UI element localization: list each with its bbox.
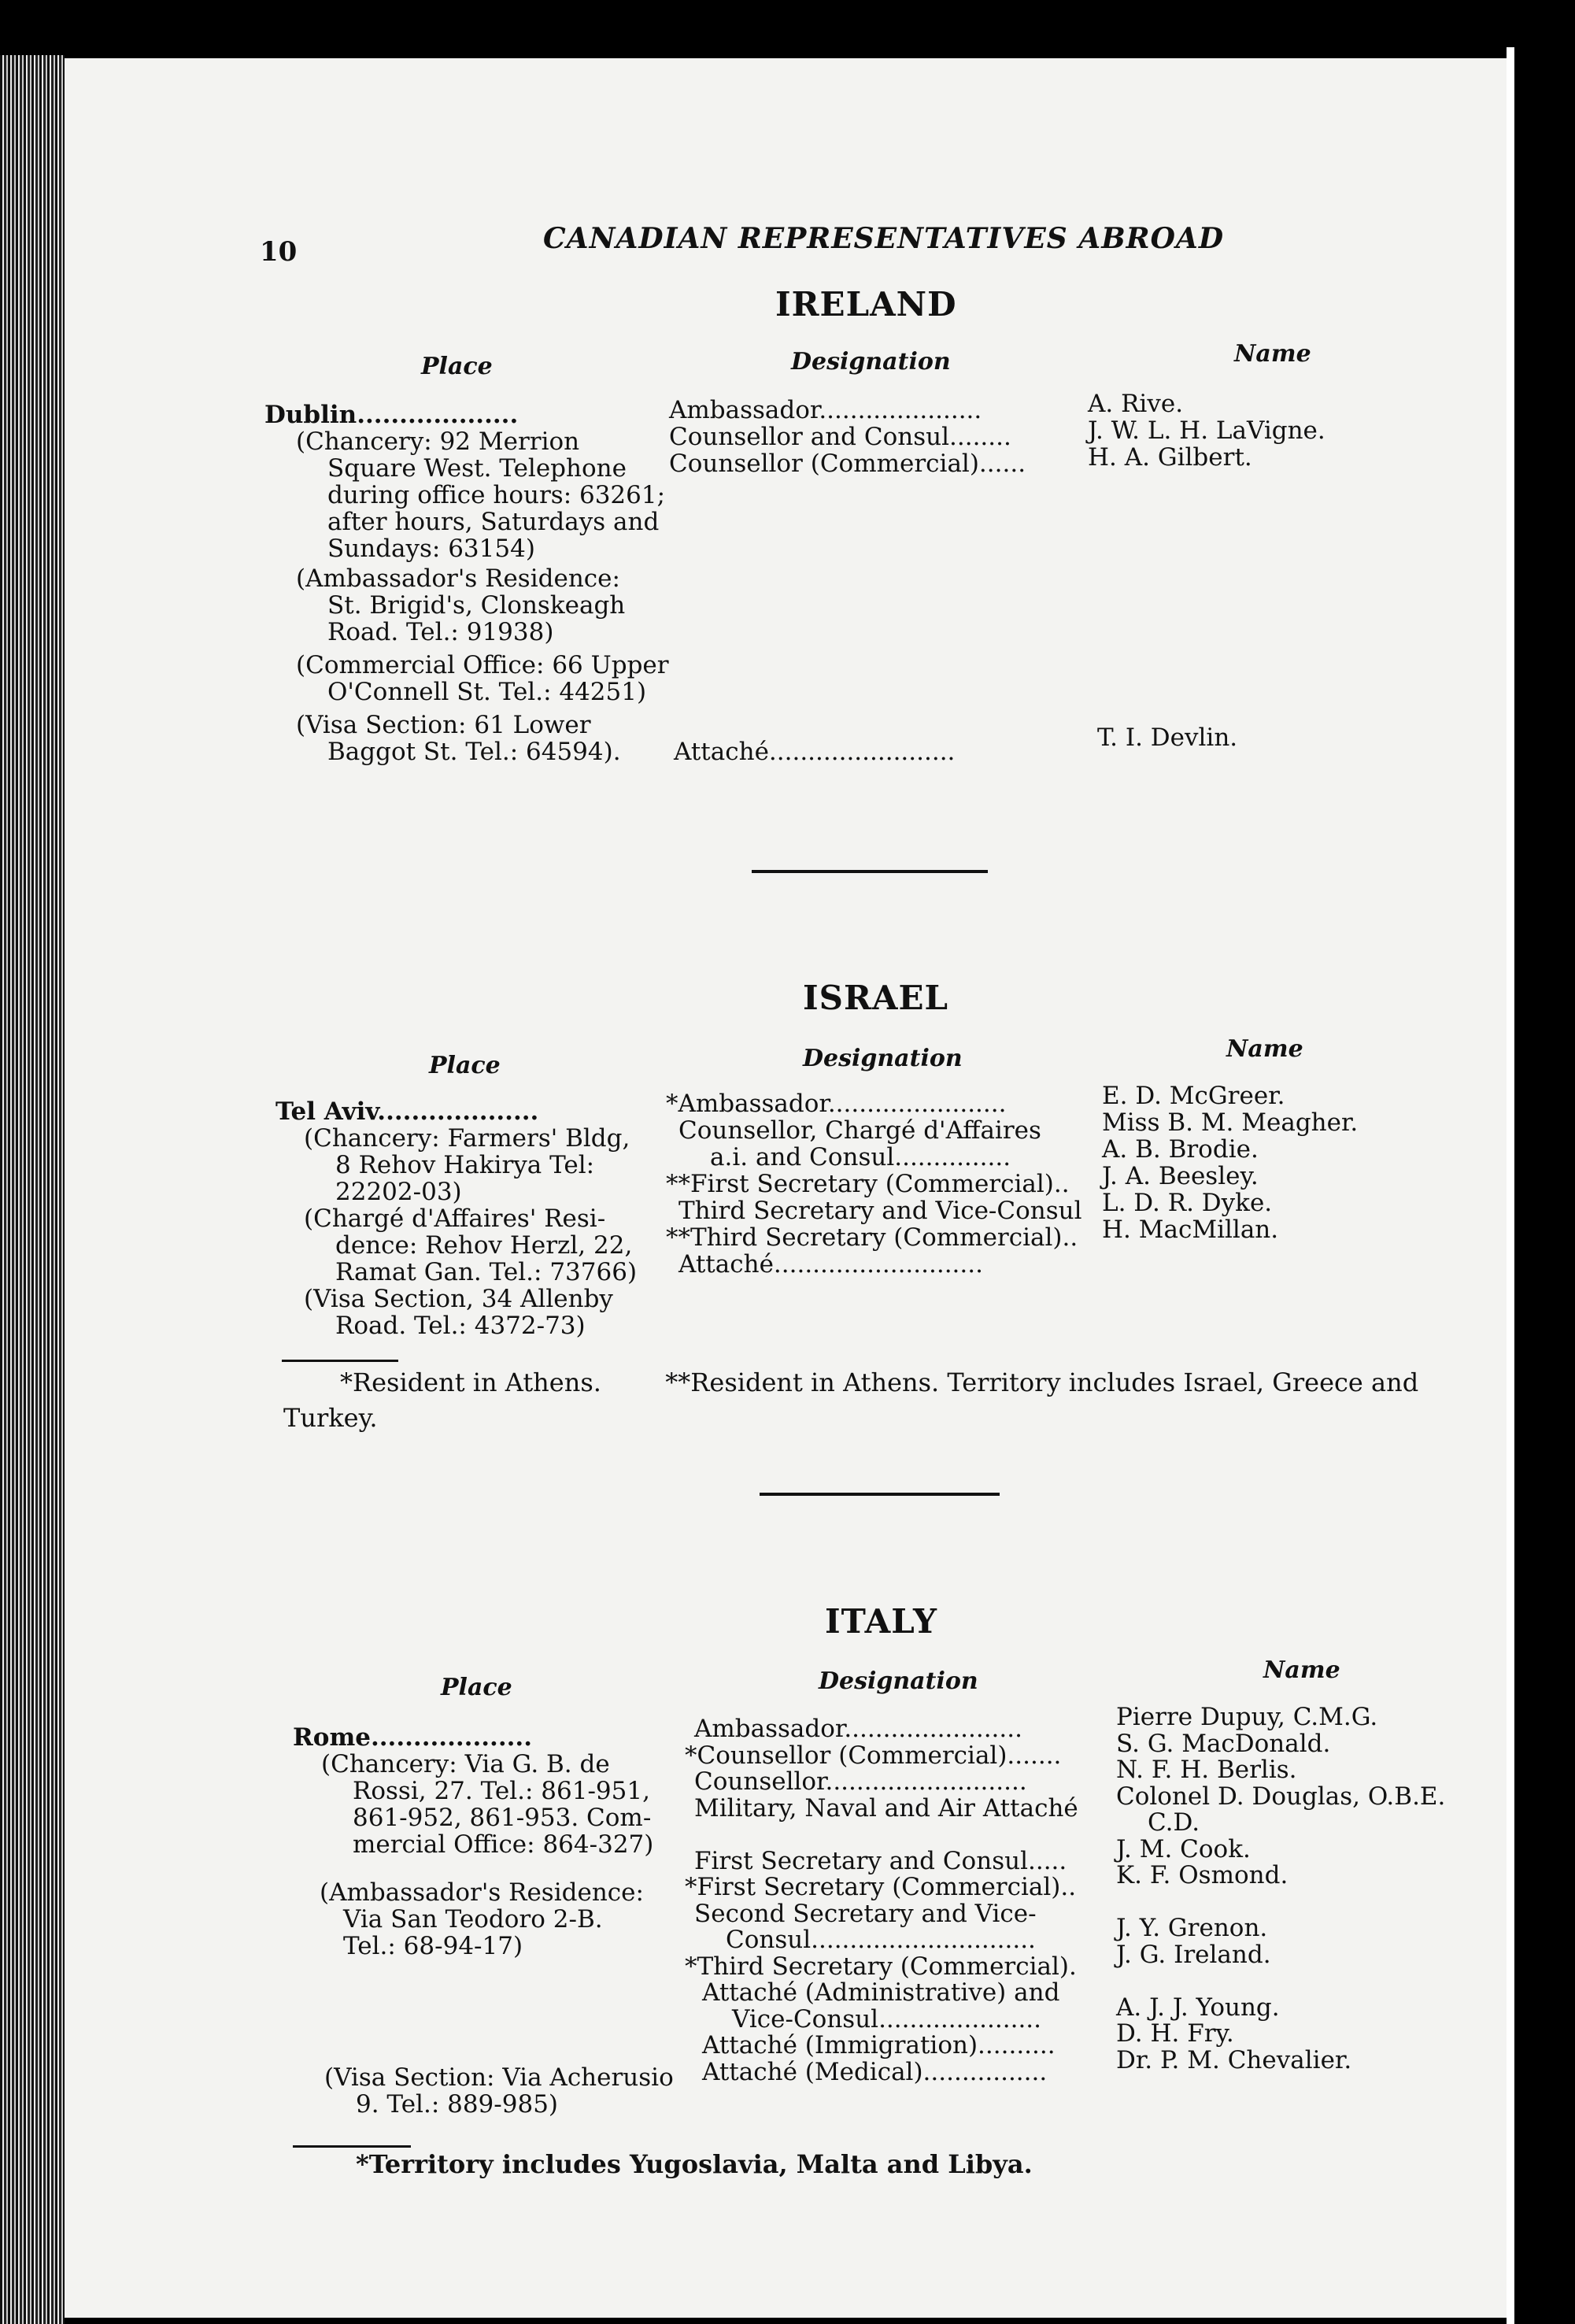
designation-line: Attaché (Medical)................	[702, 2057, 1048, 2086]
place-column-header: Place	[441, 1674, 512, 1701]
ireland-place-block-chancery	[264, 402, 665, 562]
name-line	[1116, 1889, 1445, 1916]
country-heading-italy: ITALY	[825, 1602, 938, 1641]
name-line	[1116, 1968, 1445, 1995]
name-line: J. M. Cook.	[1116, 1834, 1251, 1863]
ireland-attache-name: T. I. Devlin.	[1097, 723, 1238, 752]
place-line: Road. Tel.: 4372-73)	[335, 1312, 586, 1340]
place-line: mercial Office: 864-327)	[353, 1830, 654, 1859]
name-line: A. Rive.	[1088, 390, 1184, 418]
ireland-designations	[669, 397, 1026, 477]
place-name: Rome...................	[293, 1723, 533, 1752]
name-line: D. H. Fry.	[1116, 2019, 1234, 2048]
running-head: CANADIAN REPRESENTATIVES ABROAD	[543, 222, 1225, 255]
book-binding-left	[0, 55, 65, 2324]
designation-line: *Ambassador.......................	[666, 1090, 1007, 1118]
place-line: Square West. Telephone	[327, 454, 627, 483]
place-line: Via San Teodoro 2-B.	[343, 1905, 603, 1934]
name-line: J. Y. Grenon.	[1116, 1914, 1268, 1942]
place-line: Rossi, 27. Tel.: 861-951,	[353, 1777, 650, 1805]
israel-place-block	[275, 1098, 637, 1339]
designation-line: Third Secretary and Vice-Consul	[678, 1197, 1082, 1225]
designation-line: Attaché...........................	[678, 1250, 983, 1279]
israel-footnote-line2: Turkey.	[283, 1403, 378, 1433]
designation-line: *Third Secretary (Commercial).	[685, 1952, 1077, 1981]
designation-line: **Third Secretary (Commercial)..	[666, 1223, 1078, 1252]
ireland-place-block-residence	[296, 565, 625, 646]
designation-line: Attaché (Administrative) and	[702, 1978, 1060, 2007]
designation-line: Counsellor, Chargé d'Affaires	[678, 1116, 1041, 1145]
name-line: E. D. McGreer.	[1102, 1082, 1285, 1110]
place-line: O'Connell St. Tel.: 44251)	[327, 678, 647, 706]
name-line: H. A. Gilbert.	[1088, 443, 1252, 472]
designation-line: *First Secretary (Commercial)..	[685, 1873, 1077, 1901]
name-line: C.D.	[1148, 1808, 1200, 1837]
name-line: S. G. MacDonald.	[1116, 1729, 1331, 1758]
designation-line: Ambassador.....................	[669, 396, 982, 424]
section-divider	[752, 870, 988, 873]
place-line: (Chargé d'Affaires' Resi-	[304, 1205, 606, 1233]
designation-line: Attaché (Immigration)..........	[702, 2031, 1056, 2059]
place-line: (Visa Section: Via Acherusio	[324, 2063, 674, 2092]
ireland-place-block-visa	[296, 712, 621, 765]
designation-column-header: Designation	[819, 1667, 978, 1695]
name-column-header: Name	[1226, 1035, 1303, 1063]
place-line: (Visa Section: 61 Lower	[296, 711, 591, 739]
italy-footnote: *Territory includes Yugoslavia, Malta and Libya.	[356, 2149, 1033, 2179]
name-line: Colonel D. Douglas, O.B.E.	[1116, 1782, 1446, 1811]
country-heading-ireland: IRELAND	[775, 285, 957, 324]
designation-line: Counsellor and Consul........	[669, 423, 1011, 451]
place-line: (Chancery: Via G. B. de	[321, 1750, 610, 1778]
designation-line: a.i. and Consul...............	[710, 1143, 1011, 1171]
place-line: Sundays: 63154)	[327, 535, 535, 563]
place-line: during office hours: 63261;	[327, 481, 666, 509]
place-line: (Ambassador's Residence:	[320, 1878, 644, 1907]
designation-column-header: Designation	[803, 1045, 963, 1072]
place-line: Ramat Gan. Tel.: 73766)	[335, 1258, 638, 1286]
israel-designations	[666, 1090, 1082, 1278]
designation-line: **First Secretary (Commercial)..	[666, 1170, 1070, 1198]
designation-line: Second Secretary and Vice-	[694, 1899, 1037, 1928]
place-name: Tel Aviv...................	[275, 1097, 539, 1126]
footnote-rule	[282, 1360, 398, 1362]
page-number: 10	[260, 236, 298, 268]
name-line: J. W. L. H. LaVigne.	[1088, 416, 1325, 445]
israel-footnote-line1: *Resident in Athens. **Resident in Athens. Territory includes Israel, Greece and	[340, 1367, 1419, 1397]
place-line: St. Brigid's, Clonskeagh	[327, 591, 626, 620]
ireland-names	[1088, 390, 1325, 471]
name-line: A. B. Brodie.	[1102, 1135, 1259, 1164]
designation-line: Counsellor..........................	[694, 1767, 1027, 1796]
italy-place-block-visa	[324, 2064, 674, 2118]
designation-line: First Secretary and Consul.....	[694, 1846, 1067, 1875]
place-line: 9. Tel.: 889-985)	[356, 2090, 559, 2119]
name-line: Miss B. M. Meagher.	[1102, 1108, 1359, 1137]
name-column-header: Name	[1263, 1656, 1340, 1684]
name-line: J. A. Beesley.	[1102, 1162, 1259, 1190]
place-line: dence: Rehov Herzl, 22,	[335, 1231, 633, 1260]
italy-designations	[685, 1716, 1078, 2085]
designation-line: Consul.............................	[726, 1926, 1036, 1954]
designation-line: Ambassador.......................	[694, 1715, 1022, 1743]
place-line: (Chancery: Farmers' Bldg,	[304, 1124, 630, 1153]
name-line: Pierre Dupuy, C.M.G.	[1116, 1703, 1378, 1731]
name-line: Dr. P. M. Chevalier.	[1116, 2045, 1352, 2074]
ireland-attache-designation: Attaché........................	[674, 738, 956, 766]
designation-line: Military, Naval and Air Attaché	[694, 1793, 1078, 1823]
place-line: (Commercial Office: 66 Upper	[296, 651, 669, 679]
place-name: Dublin...................	[264, 401, 519, 429]
place-line: 861-952, 861-953. Com-	[353, 1804, 652, 1832]
name-line: A. J. J. Young.	[1116, 1993, 1280, 2022]
italy-place-block-chancery	[293, 1724, 653, 1858]
israel-names	[1102, 1082, 1358, 1243]
name-line: J. G. Ireland.	[1116, 1940, 1271, 1969]
ireland-place-block-commercial	[296, 652, 669, 705]
book-binding-right	[1507, 47, 1575, 2324]
designation-line: Counsellor (Commercial)......	[669, 450, 1026, 478]
italy-place-block-residence	[320, 1879, 644, 1959]
place-line: 8 Rehov Hakirya Tel:	[335, 1151, 595, 1179]
name-column-header: Name	[1234, 340, 1311, 368]
place-column-header: Place	[429, 1052, 501, 1079]
place-line: (Visa Section, 34 Allenby	[304, 1285, 613, 1313]
italy-names	[1116, 1704, 1445, 2074]
designation-line: *Counsellor (Commercial).......	[685, 1741, 1062, 1770]
name-line: N. F. H. Berlis.	[1116, 1756, 1297, 1784]
place-line: Tel.: 68-94-17)	[343, 1932, 523, 1960]
place-line: after hours, Saturdays and	[327, 508, 660, 536]
footnote-rule	[293, 2145, 411, 2148]
name-line: K. F. Osmond.	[1116, 1861, 1288, 1889]
place-line: Baggot St. Tel.: 64594).	[327, 738, 621, 766]
designation-column-header: Designation	[791, 348, 951, 376]
section-divider	[760, 1493, 1000, 1496]
name-line: H. MacMillan.	[1102, 1216, 1279, 1244]
place-line: Road. Tel.: 91938)	[327, 618, 554, 646]
place-line: 22202-03)	[335, 1178, 462, 1206]
designation-line: Vice-Consul.....................	[732, 2004, 1042, 2034]
name-line: L. D. R. Dyke.	[1102, 1189, 1273, 1217]
place-line: (Chancery: 92 Merrion	[296, 427, 580, 456]
place-line: (Ambassador's Residence:	[296, 564, 620, 593]
country-heading-israel: ISRAEL	[803, 979, 949, 1017]
place-column-header: Place	[421, 353, 493, 380]
designation-line	[685, 1822, 1078, 1848]
